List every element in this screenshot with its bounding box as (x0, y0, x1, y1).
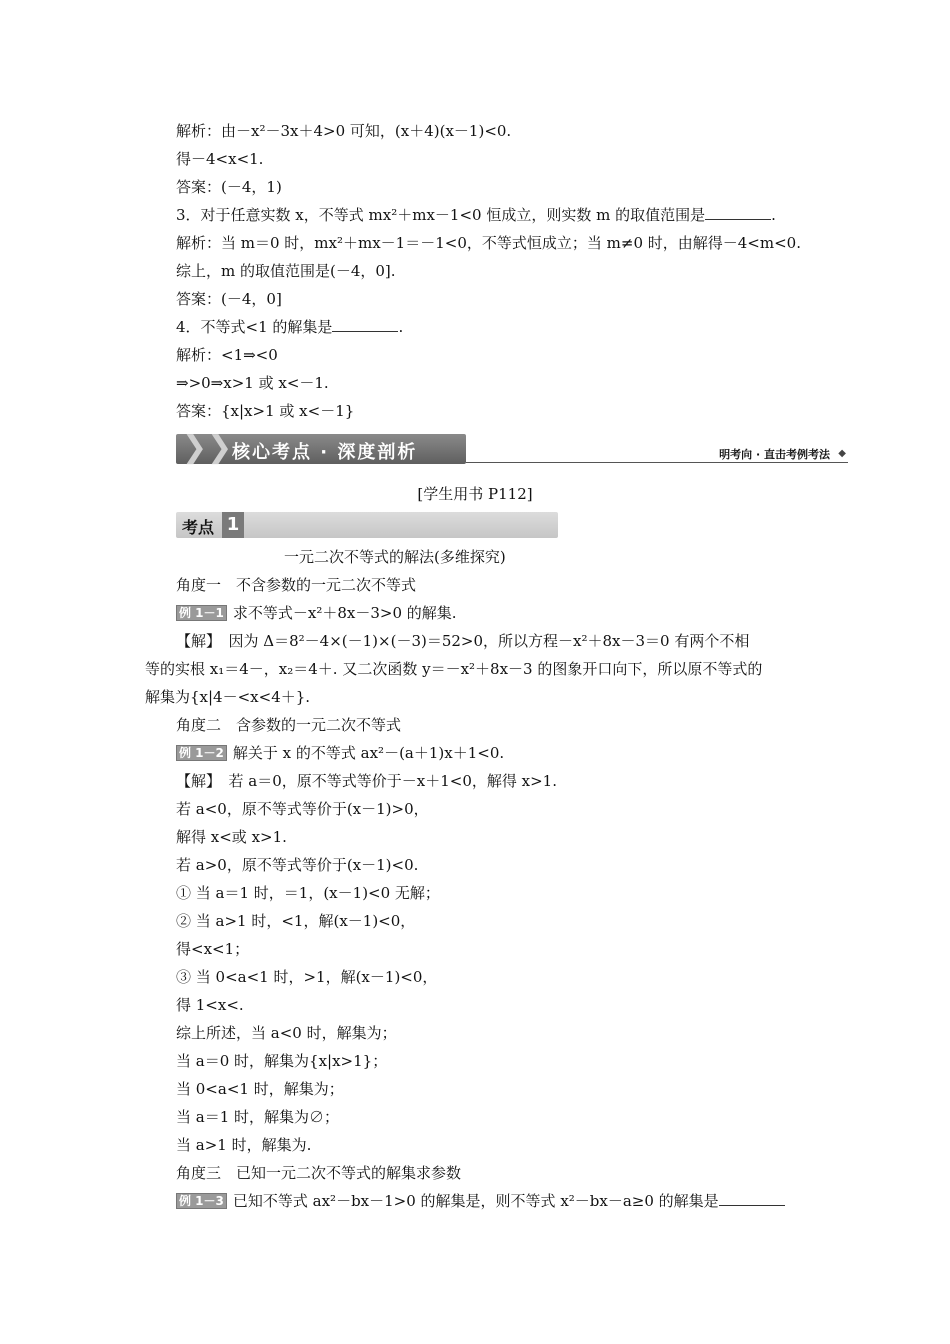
example-1-2 (176, 743, 504, 763)
solution-line: 若 a>0，原不等式等价于(x－1)<0. (176, 856, 419, 874)
solution-line: 当 a＝0 时，解集为{x|x>1}； (176, 1052, 388, 1070)
text-line: 综上，m 的取值范围是(－4，0]. (176, 262, 396, 280)
text-line: 解析：由－x²－3x＋4>0 可知，(x＋4)(x－1)<0. (176, 122, 512, 140)
section-title: 一元二次不等式的解法(多维探究) (284, 548, 506, 566)
kaodian-label: 考点 (182, 518, 215, 537)
banner-subtitle: 明考向 · 直击考例考法 (719, 448, 830, 461)
solution-line: 当 a＝1 时，解集为∅； (176, 1108, 340, 1126)
source-reference: [学生用书 P112] (417, 485, 533, 503)
solution-line: ③ 当 0<a<1 时，>1，解(x－1)<0， (176, 968, 438, 986)
banner-divider (466, 462, 848, 463)
angle-heading: 角度一 不含参数的一元二次不等式 (176, 576, 417, 594)
chevron-icon: ❯❯ (182, 430, 233, 465)
text-line: 得－4<x<1. (176, 150, 264, 168)
example-tag: 例 1－2 (176, 745, 227, 761)
example-1-3 (176, 1191, 785, 1211)
text-line: 答案：(－4，0] (176, 290, 282, 308)
question-3: 3．对于任意实数 x，不等式 mx²＋mx－1<0 恒成立，则实数 m 的取值范围是 . (176, 206, 776, 224)
example-text: 解关于 x 的不等式 ax²－(a＋1)x＋1<0. (232, 744, 505, 762)
section-banner (176, 432, 848, 468)
text-line: ⇒>0⇒x>1 或 x<－1. (176, 374, 329, 392)
text-line: 解析：<1⇒<0 (176, 346, 278, 364)
diamond-icon: ◆ (838, 448, 846, 459)
solution-line: 【解】 因为 Δ＝8²－4×(－1)×(－3)＝52>0，所以方程－x²＋8x－3＝0 有两个不相 (176, 632, 750, 650)
question-4-text: 4．不等式<1 的解集是 (176, 318, 333, 336)
text-line: 答案：(－4，1) (176, 178, 282, 196)
example-tag: 例 1－3 (176, 1193, 227, 1209)
solution-line: 综上所述，当 a<0 时，解集为； (176, 1024, 397, 1042)
answer-blank (705, 205, 771, 220)
solution-line: ① 当 a＝1 时，＝1，(x－1)<0 无解； (176, 884, 440, 902)
solution-line: 等的实根 x₁＝4－，x₂＝4＋. 又二次函数 y＝－x²＋8x－3 的图象开口向下，所以原不等式的 (145, 660, 763, 678)
question-3-text: 3．对于任意实数 x，不等式 mx²＋mx－1<0 恒成立，则实数 m 的取值范围是 (176, 206, 706, 224)
answer-blank (332, 317, 398, 332)
angle-heading: 角度三 已知一元二次不等式的解集求参数 (176, 1164, 462, 1182)
kaodian-number: 1 (222, 512, 244, 538)
solution-line: 当 0<a<1 时，解集为； (176, 1080, 344, 1098)
answer-blank (719, 1191, 785, 1206)
text-line: 答案：{x|x>1 或 x<－1} (176, 402, 355, 420)
question-4: 4．不等式<1 的解集是 . (176, 318, 404, 336)
kaodian-header (176, 512, 558, 538)
example-text: 已知不等式 ax²－bx－1>0 的解集是，则不等式 x²－bx－a≥0 的解集是 (232, 1192, 719, 1210)
banner-title: 核心考点 · 深度剖析 (232, 442, 418, 463)
solution-line: 解得 x<或 x>1. (176, 828, 287, 846)
example-1-1 (176, 603, 457, 623)
example-tag: 例 1－1 (176, 605, 227, 621)
solution-line: 得 1<x<. (176, 996, 244, 1014)
solution-line: 解集为{x|4－<x<4＋}. (145, 688, 311, 706)
solution-line: 若 a<0，原不等式等价于(x－1)>0， (176, 800, 429, 818)
solution-line: 当 a>1 时，解集为. (176, 1136, 312, 1154)
text-line: 解析：当 m＝0 时，mx²＋mx－1＝－1<0，不等式恒成立；当 m≠0 时，由解得－4<m<0. (176, 234, 801, 252)
solution-line: ② 当 a>1 时，<1，解(x－1)<0， (176, 912, 416, 930)
example-text: 求不等式－x²＋8x－3>0 的解集. (232, 604, 457, 622)
angle-heading: 角度二 含参数的一元二次不等式 (176, 716, 402, 734)
solution-line: 【解】 若 a＝0，原不等式等价于－x＋1<0，解得 x>1. (176, 772, 557, 790)
solution-line: 得<x<1； (176, 940, 250, 958)
